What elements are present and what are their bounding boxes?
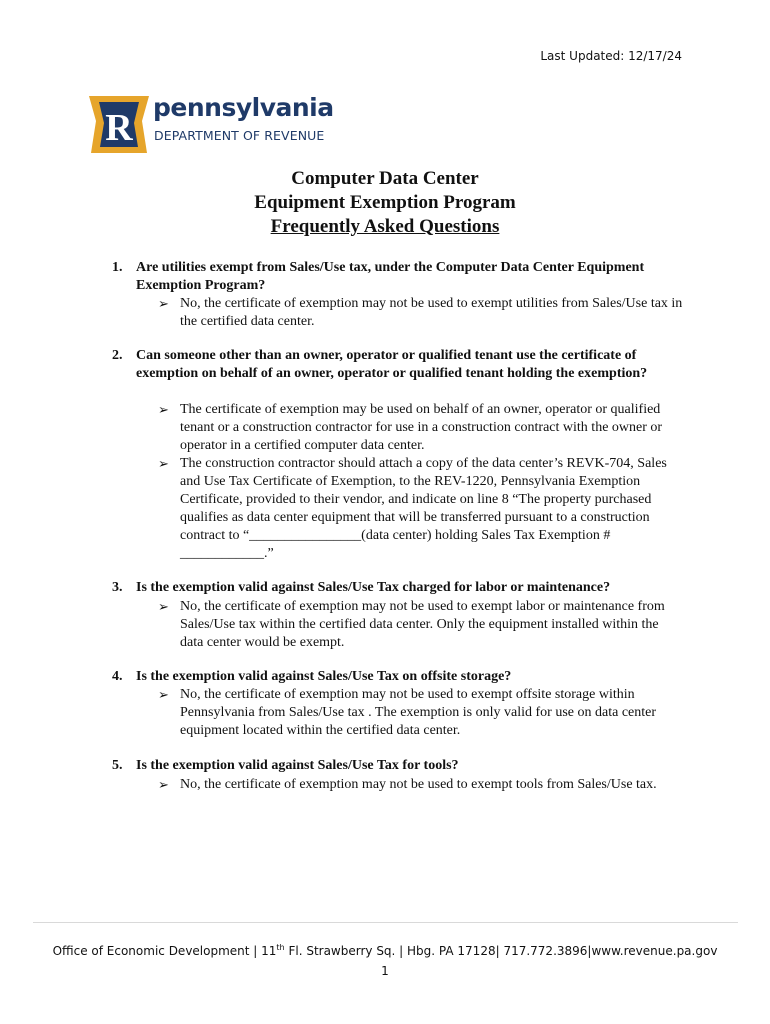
answer-text: No, the certificate of exemption may not be used to exempt offsite storage within Pennsylvania from Sales/Use tax . The exemption is only valid for use on data center equipment located within the certified data center. [180,687,657,738]
question-number: 3. [112,580,123,595]
question-number: 4. [112,669,123,684]
question-number: 2. [112,348,123,363]
faq-answer [158,295,683,331]
faq-question [112,757,672,775]
footer-divider [33,922,738,923]
logo-letter: R [105,107,133,149]
faq-answer [158,401,683,455]
logo-wordmark: pennsylvania [153,93,334,122]
question-text: Are utilities exempt from Sales/Use tax, under the Computer Data Center Equipment Exemption Program? [136,260,645,293]
question-text: Is the exemption valid against Sales/Use Tax charged for labor or maintenance? [136,580,611,595]
question-text: Is the exemption valid against Sales/Use Tax on offsite storage? [136,669,512,684]
footer-office-suffix: Fl. Strawberry Sq. | Hbg. PA 17128| 717.772.3896|www.revenue.pa.gov [284,944,718,958]
arrow-bullet-icon: ➢ [158,456,169,471]
pa-revenue-logo [89,93,334,155]
answer-text: The construction contractor should attach a copy of the data center’s REVK-704, Sales and Use Tax Certificate of Exemption, to the REV-1220, Pennsylvania Exemption Certificate, provided to their vendor, and indicate on line 8 “The property purchased qualifies as data center equipment that will be transferred pursuant to a construction contract to “________________(data center) holding Sales Tax Exemption # ____________.” [180,456,667,561]
faq-answer [158,455,683,563]
answer-text: No, the certificate of exemption may not be used to exempt utilities from Sales/Use tax in the certified data center. [180,296,683,329]
document-title [0,167,770,239]
answer-text: No, the certificate of exemption may not be used to exempt labor or maintenance from Sales/Use tax within the certified data center. Only the equipment installed within the data center would be exempt. [180,599,665,650]
arrow-bullet-icon: ➢ [158,599,169,614]
last-updated-date: Last Updated: 12/17/24 [540,49,682,63]
footer-contact [0,943,770,958]
footer-office-sup: th [276,943,285,952]
faq-answer [158,776,683,794]
answer-text: No, the certificate of exemption may not be used to exempt tools from Sales/Use tax. [180,777,657,792]
title-line-2: Equipment Exemption Program [254,192,516,213]
keystone-logo-icon [89,93,149,153]
footer-office-prefix: Office of Economic Development | 11 [52,944,277,958]
faq-answer [158,598,683,652]
faq-answer [158,686,683,740]
arrow-bullet-icon: ➢ [158,687,169,702]
faq-question [112,347,672,383]
question-number: 5. [112,758,123,773]
arrow-bullet-icon: ➢ [158,402,169,417]
logo-department: DEPARTMENT OF REVENUE [154,128,325,143]
question-text: Is the exemption valid against Sales/Use Tax for tools? [136,758,459,773]
arrow-bullet-icon: ➢ [158,296,169,311]
question-number: 1. [112,260,123,275]
faq-question [112,579,672,597]
faq-question [112,668,672,686]
question-text: Can someone other than an owner, operator or qualified tenant use the certificate of exemption on behalf of an owner, operator or qualified tenant holding the exemption? [136,348,648,381]
arrow-bullet-icon: ➢ [158,777,169,792]
title-line-3: Frequently Asked Questions [270,216,500,237]
title-line-1: Computer Data Center [291,168,479,189]
answer-text: The certificate of exemption may be used on behalf of an owner, operator or qualified tenant or a construction contractor for use in a construction contract with the owner or operator in a certified computer data center. [180,402,663,453]
page-number: 1 [381,964,389,978]
faq-question [112,259,672,295]
